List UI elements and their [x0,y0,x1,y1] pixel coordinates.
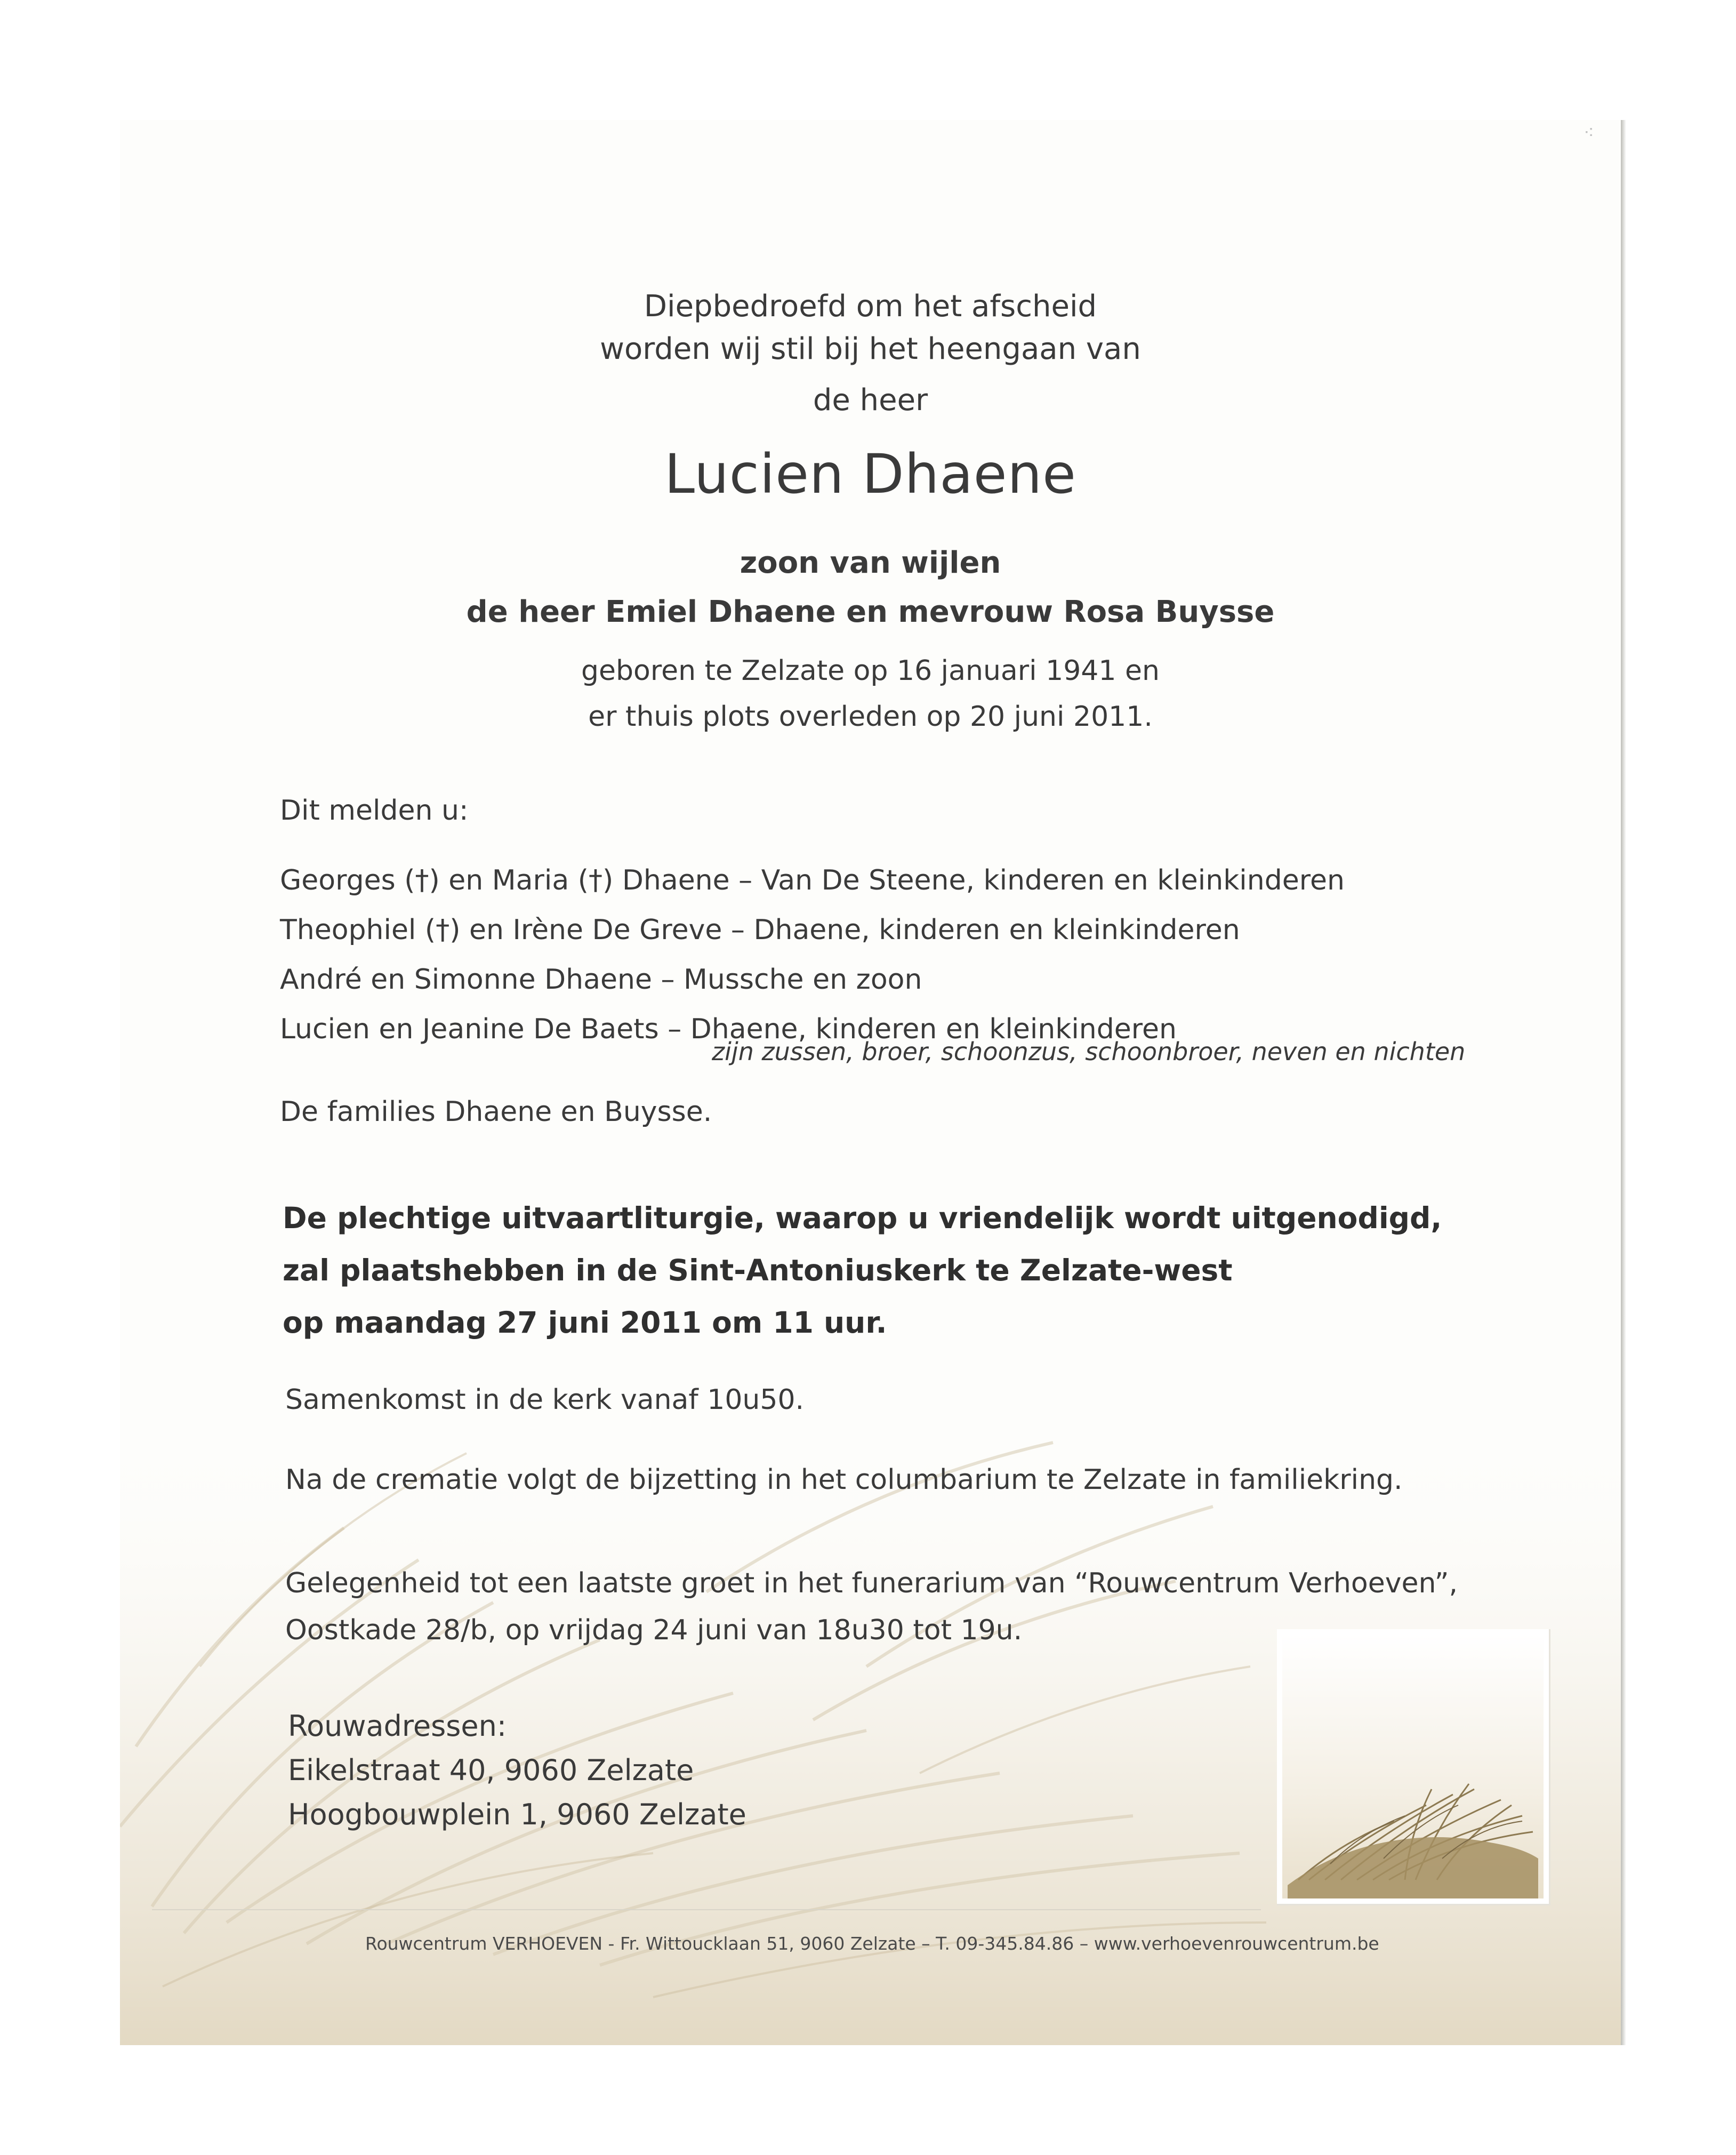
addresses-block [288,1704,746,1837]
birth-death-dates [120,648,1621,740]
family-line: Lucien en Jeanine De Baets – Dhaene, kinderen en kleinkinderen [280,1013,1177,1045]
address-item: Eikelstraat 40, 9060 Zelzate [288,1753,694,1787]
funeral-home-footer: Rouwcentrum VERHOEVEN - Fr. Wittoucklaan 51, 9060 Zelzate – T. 09-345.84.86 – www.verhoevenrouwcentrum.be [365,1933,1379,1954]
family-relation: zijn zussen, broer, schoonzus, schoonbroer, neven en nichten [712,1037,1466,1066]
intro-text [120,285,1621,422]
parents-line-1: zoon van wijlen [740,546,1001,580]
gathering-text: Samenkomst in de kerk vanaf 10u50. [285,1384,805,1416]
mourning-card [120,120,1624,2045]
families-line: De families Dhaene en Buysse. [280,1096,712,1128]
grass-photo [1277,1629,1550,1905]
addresses-label: Rouwadressen: [288,1709,507,1743]
parents-text [120,539,1621,637]
dates-line-1: geboren te Zelzate op 16 januari 1941 en [581,655,1160,687]
liturgy-line-1: De plechtige uitvaartliturgie, waarop u vriendelijk wordt uitgenodigd, [283,1201,1442,1235]
footer-divider [152,1909,1261,1910]
corner-punch-mark: ⁖ [1584,122,1594,143]
liturgy-text [283,1192,1442,1349]
parents-line-2: de heer Emiel Dhaene en mevrouw Rosa Buysse [466,595,1275,629]
dates-line-2: er thuis plots overleden op 20 juni 2011. [588,701,1153,733]
intro-line-2: worden wij stil bij het heengaan van [600,332,1141,366]
family-line: Theophiel (†) en Irène De Greve – Dhaene, kinderen en kleinkinderen [280,914,1240,946]
liturgy-line-2: zal plaatshebben in de Sint-Antoniuskerk te Zelzate-west [283,1253,1233,1287]
farewell-line-1: Gelegenheid tot een laatste groet in het funerarium van “Rouwcentrum Verhoeven”, [285,1567,1458,1599]
sheet-edge-shadow [1621,120,1626,2045]
deceased-name: Lucien Dhaene [664,443,1076,506]
announcement-label: Dit melden u: [280,795,469,827]
cremation-text: Na de crematie volgt de bijzetting in het columbarium te Zelzate in familiekring. [285,1464,1403,1496]
farewell-line-2: Oostkade 28/b, op vrijdag 24 juni van 18u30 tot 19u. [285,1614,1023,1646]
family-line: André en Simonne Dhaene – Mussche en zoon [280,964,922,996]
liturgy-line-3: op maandag 27 juni 2011 om 11 uur. [283,1305,887,1340]
intro-line-1: Diepbedroefd om het afscheid [644,289,1097,324]
intro-line-3: de heer [813,383,928,418]
family-line: Georges (†) en Maria (†) Dhaene – Van De Steene, kinderen en kleinkinderen [280,864,1345,896]
address-item: Hoogbouwplein 1, 9060 Zelzate [288,1798,746,1831]
family-list [280,856,1345,1054]
